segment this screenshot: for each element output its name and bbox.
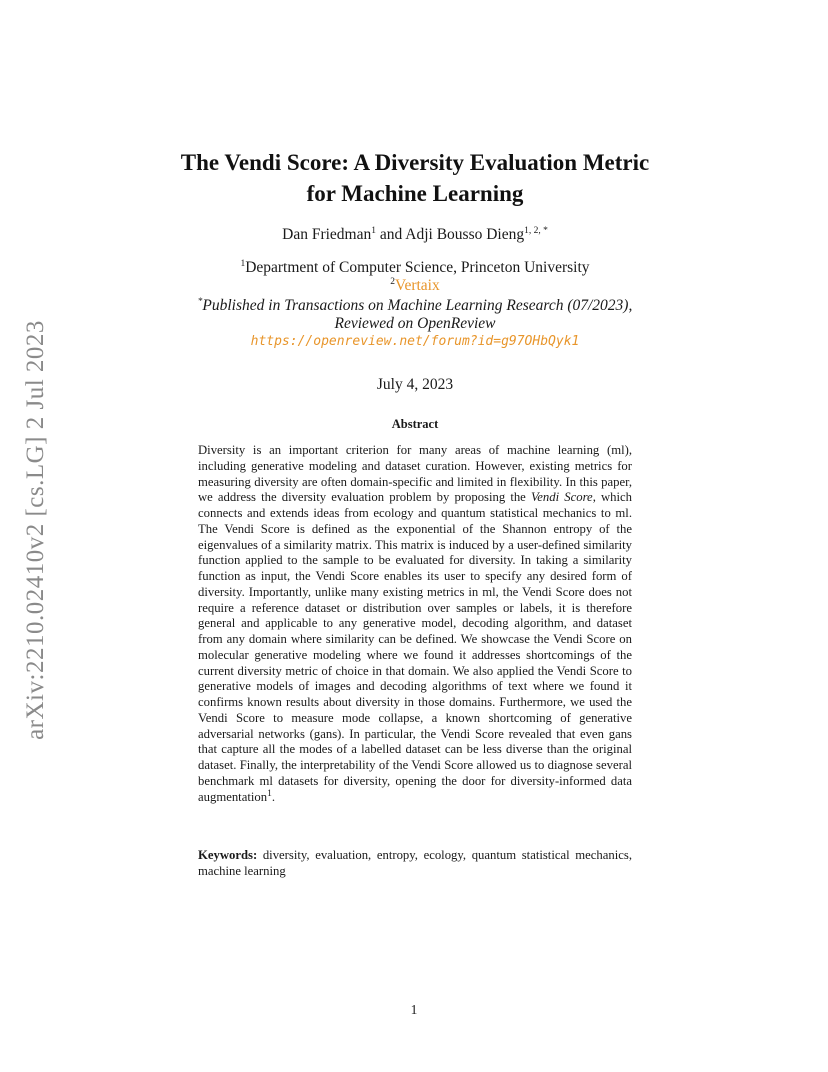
arxiv-sidebar — [16, 300, 56, 760]
title-line-2: for Machine Learning — [306, 181, 524, 206]
publication-note: *Published in Transactions on Machine Learning Research (07/2023), Reviewed on OpenReview https://openreview.net/forum?id=g97OHbQyk1 — [160, 297, 670, 351]
vertaix-link[interactable]: Vertaix — [394, 277, 440, 294]
publication-venue: Published in Transactions on Machine Learning Research (07/2023), — [202, 297, 633, 314]
abstract-heading: Abstract — [391, 417, 439, 431]
keywords — [198, 848, 632, 880]
abstract-body: Diversity is an important criterion for many areas of machine learning (ml), including generative modeling and dataset curation. However, existing metrics for measuring diversity are often domain-specific and limited in flexibility. In this paper, we address the diversity evaluation problem by proposing the Vendi Score, which connects and extends ideas from ecology and quantum statistical mechanics to ml. The Vendi Score is defined as the exponential of the Shannon entropy of the eigenvalues of a similarity matrix. This matrix is induced by a user-defined similarity function applied to the sample to be evaluated for diversity. In taking a similarity function as input, the Vendi Score enables its user to specify any desired form of diversity. Importantly, unlike many existing metrics in ml, the Vendi Score does not require a reference dataset or distribution over samples or labels, it is therefore general and applicable to any generative model, decoding algorithm, and dataset from any domain where similarity can be defined. We showcase the Vendi Score on molecular generative modeling where we found it addresses shortcomings of the current diversity metric of choice in that domain. We also applied the Vendi Score to generative models of images and decoding algorithms of text where we found it confirms known results about diversity in those domains. Furthermore, we used the Vendi Score to measure mode collapse, a known shortcoming of generative adversarial networks (gans). In particular, the Vendi Score revealed that even gans that capture all the modes of a labelled dataset can be less diverse than the original dataset. Finally, the interpretability of the Vendi Score allowed us to diagnose several benchmark ml datasets for diversity, opening the door for diversity-informed data augmentation$^1$. — [198, 443, 632, 804]
paper-date: July 4, 2023 — [376, 376, 454, 393]
affiliation-1: $^1$Department of Computer Science, Princeton University — [240, 258, 590, 276]
keywords-label: Keywords: — [198, 848, 258, 862]
affiliation-2: $^2$Vertaix — [390, 276, 440, 294]
vendi-score-emphasis: Vendi Score — [530, 490, 593, 505]
keywords-list: diversity, evaluation, entropy, ecology, quantum statistical mechanics, machine learning — [198, 848, 632, 878]
openreview-link[interactable]: https://openreview.net/forum?id=g97OHbQyk1 — [250, 334, 580, 349]
title-line-1: The Vendi Score: A Diversity Evaluation Metric — [180, 150, 650, 175]
author-name: Adji Bousso Dieng — [405, 226, 525, 243]
page-number: 1 — [410, 1002, 418, 1017]
arxiv-identifier: arXiv:2210.02410v2 [cs.LG] 2 Jul 2023 — [22, 320, 49, 740]
author-list — [160, 226, 670, 244]
affiliations — [160, 259, 670, 295]
author-name: Dan Friedman — [282, 226, 372, 243]
footnote-mark[interactable]: 1 — [267, 788, 272, 799]
author-affiliation-mark: 1 — [371, 225, 376, 236]
paper-title — [160, 147, 670, 209]
author-joiner: and — [375, 226, 406, 243]
author-affiliation-mark: 1, 2, * — [524, 225, 548, 236]
publication-review: Reviewed on OpenReview — [334, 315, 496, 332]
